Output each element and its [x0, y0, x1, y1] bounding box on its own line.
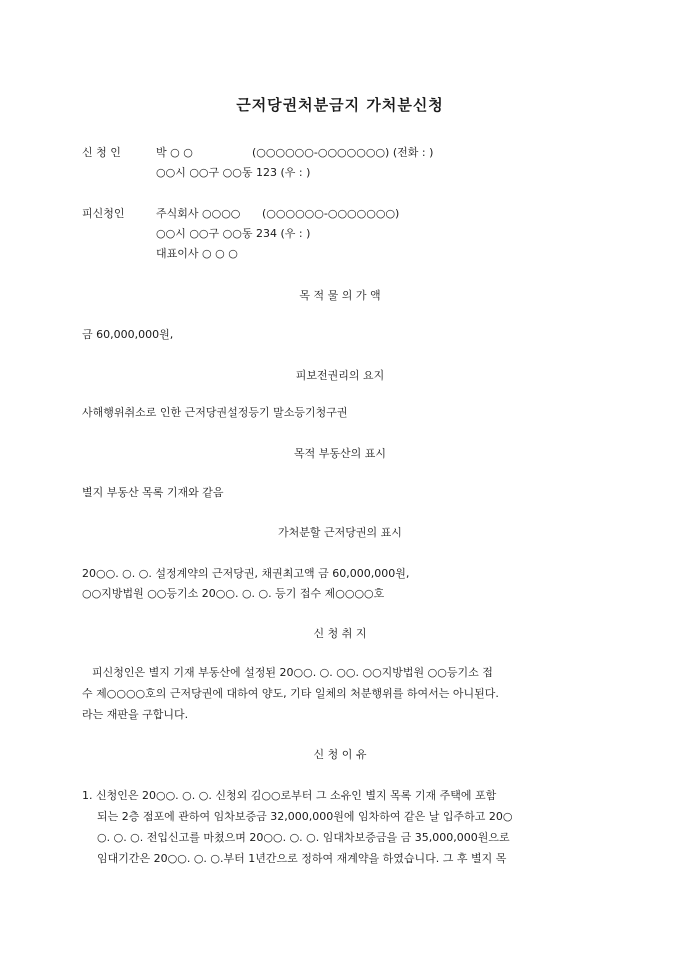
purpose-line: 수 제○○○○호의 근저당권에 대하여 양도, 기타 일체의 처분행위를 하여서는 아니된다.	[82, 687, 499, 700]
applicant-name: 박 ○ ○	[156, 146, 193, 159]
value-text: 금 60,000,000원,	[82, 328, 174, 341]
purpose-heading: 신 청 취 지	[313, 627, 367, 640]
mortgage-heading: 가처분할 근저당권의 표시	[278, 526, 402, 539]
property-heading: 목적 부동산의 표시	[293, 447, 386, 460]
right-text: 사해행위취소로 인한 근저당권설정등기 말소등기청구권	[82, 406, 348, 419]
mortgage-line: ○○지방법원 ○○등기소 20○○. ○. ○. 등기 접수 제○○○○호	[82, 587, 385, 600]
respondent-representative: 대표이사 ○ ○ ○	[156, 247, 238, 260]
right-heading: 피보전권리의 요지	[295, 369, 385, 382]
applicant-address: ○○시 ○○구 ○○동 123 (우 : )	[156, 166, 311, 179]
document-title: 근저당권처분금지 가처분신청	[236, 96, 444, 114]
reason-line: 1. 신청인은 20○○. ○. ○. 신청외 김○○로부터 그 소유인 별지 목록 기재 주택에 포함	[82, 789, 497, 802]
respondent-label: 피신청인	[82, 207, 125, 220]
mortgage-line: 20○○. ○. ○. 설정계약의 근저당권, 채권최고액 금 60,000,000원,	[82, 567, 410, 580]
respondent-address: ○○시 ○○구 ○○동 234 (우 : )	[156, 227, 311, 240]
respondent-id: (○○○○○○-○○○○○○○)	[262, 207, 400, 220]
reason-line: ○. ○. ○. 전입신고를 마쳤으며 20○○. ○. ○. 임대차보증금을 금 35,000,000원으로	[97, 831, 510, 844]
reason-heading: 신 청 이 유	[313, 748, 367, 761]
applicant-id-phone: (○○○○○○-○○○○○○○) (전화 : )	[252, 146, 434, 159]
property-text: 별지 부동산 목록 기재와 같음	[82, 486, 224, 499]
respondent-name: 주식회사 ○○○○	[156, 207, 241, 220]
purpose-line: 피신청인은 별지 기재 부동산에 설정된 20○○. ○. ○○. ○○지방법원 ○○등기소 접	[92, 666, 493, 679]
reason-line: 되는 2층 점포에 관하여 임차보증금 32,000,000원에 임차하여 같은 날 입주하고 20○	[97, 810, 513, 823]
applicant-label: 신 청 인	[82, 146, 121, 159]
reason-line: 임대기간은 20○○. ○. ○.부터 1년간으로 정하여 재계약을 하였습니다. 그 후 별지 목	[97, 852, 507, 865]
purpose-line: 라는 재판을 구합니다.	[82, 708, 189, 721]
value-heading: 목 적 물 의 가 액	[299, 289, 381, 302]
